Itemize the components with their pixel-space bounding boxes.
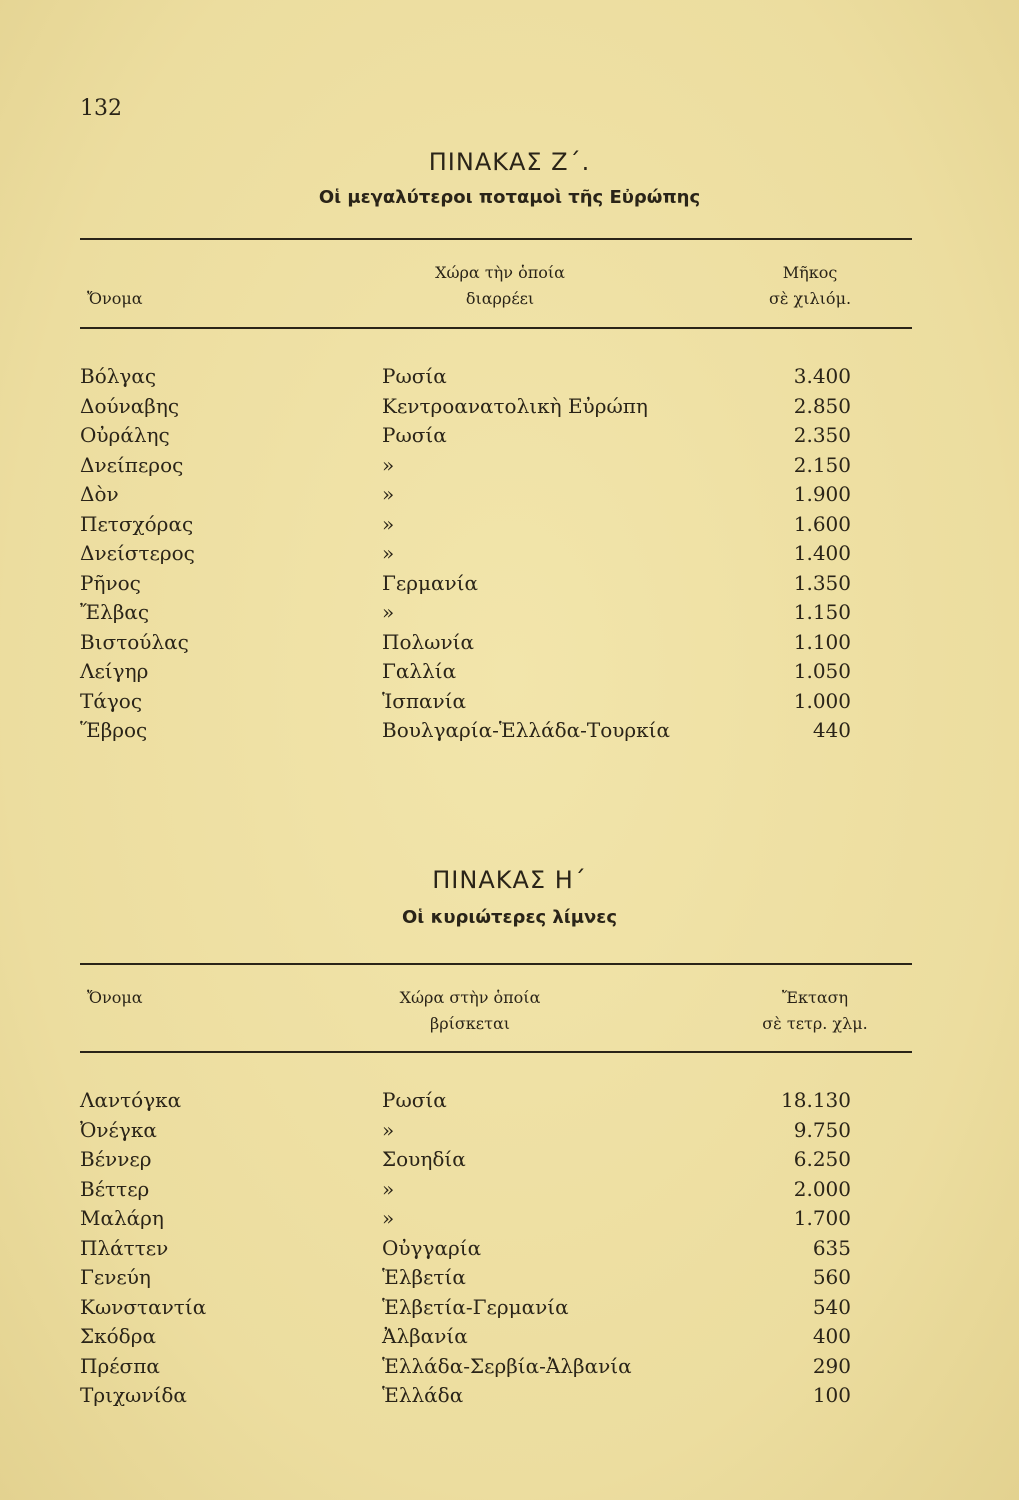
row-country: » bbox=[382, 600, 395, 624]
row-value: 1.050 bbox=[793, 659, 851, 683]
row-country: Ἱσπανία bbox=[382, 688, 467, 713]
row-name: Βέννερ bbox=[80, 1147, 152, 1171]
row-name: Βέττερ bbox=[80, 1176, 150, 1201]
table-i-header-country-line2: βρίσκεται bbox=[429, 1014, 511, 1033]
table-row bbox=[0, 1354, 1019, 1384]
table-i-header-country-line1: Χώρα στὴν ὁποία bbox=[399, 988, 541, 1007]
table-row bbox=[0, 1118, 1019, 1148]
row-country: Ρωσία bbox=[382, 364, 447, 388]
table-z-header-country-line1: Χώρα τὴν ὁποία bbox=[435, 263, 565, 282]
table-row bbox=[0, 1206, 1019, 1236]
row-country: Κεντροανατολικὴ Εὐρώπη bbox=[382, 393, 648, 418]
table-z-subtitle: Οἱ μεγαλύτεροι ποταμοὶ τῆς Εὐρώπης bbox=[318, 187, 701, 208]
row-value: 1.100 bbox=[793, 629, 851, 654]
row-value: 1.000 bbox=[793, 688, 851, 713]
row-country: Ἀλβανία bbox=[382, 1324, 468, 1348]
row-name: Λείγηρ bbox=[80, 659, 149, 683]
table-i-header-area-line2: σὲ τετρ. χλμ. bbox=[762, 1014, 868, 1033]
row-name: Δούναβης bbox=[80, 393, 180, 418]
table-z-header-length-line2: σὲ χιλιόμ. bbox=[768, 289, 852, 308]
table-row bbox=[0, 689, 1019, 719]
table-row bbox=[0, 1147, 1019, 1177]
row-name: Δνείστερος bbox=[80, 541, 195, 565]
row-name: Σκόδρα bbox=[80, 1324, 156, 1348]
row-value: 18.130 bbox=[781, 1088, 851, 1112]
row-value: 100 bbox=[812, 1383, 851, 1407]
row-country: Ἑλβετία bbox=[382, 1265, 466, 1289]
row-country: Ἑλβετία-Γερμανία bbox=[382, 1294, 569, 1319]
row-value: 1.600 bbox=[793, 511, 851, 536]
row-country: » bbox=[382, 511, 395, 536]
row-name: Λαντόγκα bbox=[80, 1088, 182, 1112]
row-value: 635 bbox=[812, 1235, 851, 1260]
page-number: 132 bbox=[80, 96, 122, 121]
table-i-header-rule bbox=[80, 1051, 912, 1053]
row-value: 2.850 bbox=[793, 393, 851, 418]
table-row bbox=[0, 659, 1019, 689]
row-country: Γερμανία bbox=[382, 570, 479, 595]
row-name: Οὐράλης bbox=[80, 423, 170, 447]
table-z-rows bbox=[0, 364, 1019, 748]
table-row bbox=[0, 718, 1019, 748]
row-country: Ἑλλάδα bbox=[382, 1383, 464, 1407]
row-name: Ἔλβας bbox=[80, 600, 150, 624]
row-country: Οὐγγαρία bbox=[382, 1235, 482, 1260]
table-row bbox=[0, 512, 1019, 542]
table-z-header-country bbox=[400, 260, 600, 312]
row-name: Γενεύη bbox=[80, 1265, 151, 1289]
row-name: Βόλγας bbox=[80, 364, 157, 388]
table-z-header-rule bbox=[80, 327, 912, 329]
table-i-rows bbox=[0, 1088, 1019, 1413]
table-row bbox=[0, 600, 1019, 630]
row-country: » bbox=[382, 482, 395, 506]
row-name: Ἕβρος bbox=[80, 718, 148, 742]
table-i-header-name: Ὄνομα bbox=[87, 988, 143, 1007]
row-value: 1.350 bbox=[793, 570, 851, 595]
row-value: 400 bbox=[812, 1324, 851, 1348]
table-i-header-area bbox=[740, 985, 890, 1037]
row-value: 6.250 bbox=[793, 1147, 851, 1171]
table-z-top-rule bbox=[80, 238, 912, 240]
table-row bbox=[0, 423, 1019, 453]
row-name: Τριχωνίδα bbox=[80, 1383, 187, 1407]
row-name: Δὸν bbox=[80, 482, 119, 506]
row-value: 440 bbox=[812, 718, 851, 742]
row-value: 2.000 bbox=[793, 1176, 851, 1201]
row-country: » bbox=[382, 1117, 395, 1142]
table-i-header-country bbox=[370, 985, 570, 1037]
row-value: 1.900 bbox=[793, 482, 851, 506]
row-country: Γαλλία bbox=[382, 659, 457, 683]
row-country: Πολωνία bbox=[382, 629, 474, 654]
row-name: Μαλάρη bbox=[80, 1206, 164, 1230]
table-z-header-length-line1: Μῆκος bbox=[782, 263, 838, 282]
row-country: » bbox=[382, 1206, 395, 1230]
row-value: 2.150 bbox=[793, 452, 851, 477]
row-country: » bbox=[382, 1176, 395, 1201]
table-row bbox=[0, 1295, 1019, 1325]
table-row bbox=[0, 482, 1019, 512]
row-value: 1.400 bbox=[793, 541, 851, 565]
table-i-header-area-line1: Ἔκταση bbox=[781, 988, 849, 1007]
row-country: Βουλγαρία-Ἑλλάδα-Τουρκία bbox=[382, 718, 671, 742]
table-row bbox=[0, 571, 1019, 601]
row-value: 540 bbox=[812, 1294, 851, 1319]
table-row bbox=[0, 1324, 1019, 1354]
table-i-top-rule bbox=[80, 963, 912, 965]
table-z-title: ΠΙΝΑΚΑΣ Ζ΄. bbox=[428, 148, 591, 176]
table-row bbox=[0, 541, 1019, 571]
row-name: Κωνσταντία bbox=[80, 1294, 207, 1319]
row-name: Τάγος bbox=[80, 688, 143, 713]
table-z-header-country-line2: διαρρέει bbox=[465, 289, 535, 308]
row-country: Ρωσία bbox=[382, 1088, 447, 1112]
row-value: 560 bbox=[812, 1265, 851, 1289]
row-name: Πλάττεν bbox=[80, 1235, 169, 1260]
table-row bbox=[0, 1088, 1019, 1118]
row-country: Σουηδία bbox=[382, 1147, 466, 1171]
table-i-title: ΠΙΝΑΚΑΣ Η΄ bbox=[432, 866, 587, 894]
row-country: » bbox=[382, 541, 395, 565]
row-country: Ρωσία bbox=[382, 423, 447, 447]
row-value: 3.400 bbox=[793, 364, 851, 388]
table-row bbox=[0, 1383, 1019, 1413]
table-i-subtitle: Οἱ κυριώτερες λίμνες bbox=[401, 907, 617, 928]
table-z-header-name: Ὄνομα bbox=[87, 289, 143, 308]
row-value: 2.350 bbox=[793, 423, 851, 447]
table-row bbox=[0, 364, 1019, 394]
row-name: Ρῆνος bbox=[80, 570, 141, 595]
row-name: Ὀνέγκα bbox=[80, 1117, 157, 1142]
table-row bbox=[0, 1236, 1019, 1266]
row-country: Ἑλλάδα-Σερβία-Ἀλβανία bbox=[382, 1353, 632, 1378]
row-value: 290 bbox=[812, 1353, 851, 1378]
table-row bbox=[0, 1177, 1019, 1207]
table-row bbox=[0, 1265, 1019, 1295]
row-name: Πετσχόρας bbox=[80, 511, 194, 536]
table-row bbox=[0, 630, 1019, 660]
row-value: 9.750 bbox=[793, 1117, 851, 1142]
table-row bbox=[0, 453, 1019, 483]
row-name: Δνείπερος bbox=[80, 452, 184, 477]
row-value: 1.700 bbox=[793, 1206, 851, 1230]
row-value: 1.150 bbox=[793, 600, 851, 624]
table-z-header-length bbox=[740, 260, 880, 312]
row-country: » bbox=[382, 452, 395, 477]
row-name: Πρέσπα bbox=[80, 1353, 160, 1378]
row-name: Βιστούλας bbox=[80, 629, 189, 654]
table-row bbox=[0, 394, 1019, 424]
